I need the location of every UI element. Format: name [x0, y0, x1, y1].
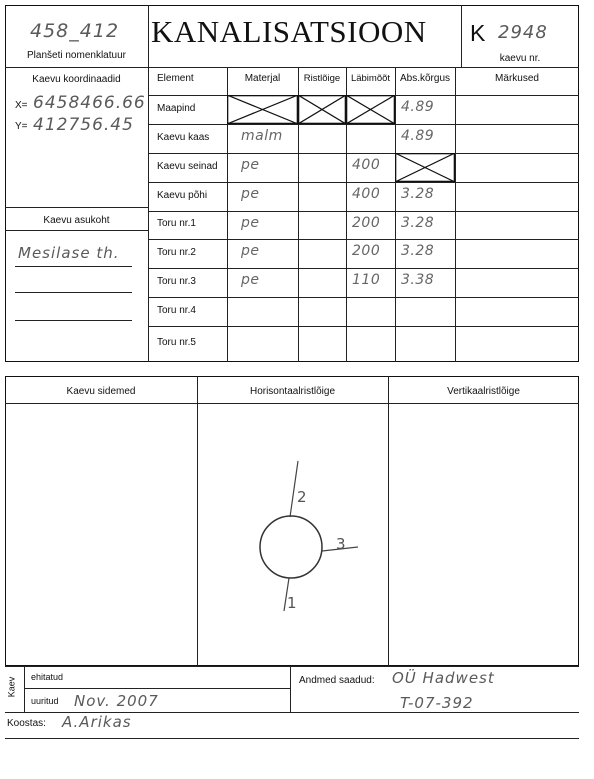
author-line: [5, 738, 579, 739]
surveyed-label: uuritud: [31, 696, 59, 706]
table-cell-material: pe: [241, 243, 260, 259]
nomenclature-value: 458_412: [30, 20, 120, 42]
table-cell-element: Kaevu põhi: [157, 190, 208, 201]
location-label: Kaevu asukoht: [43, 215, 110, 226]
table-cell-element: Toru nr.4: [157, 305, 196, 316]
footer-side-divider: [24, 666, 25, 712]
manhole-sketch: [198, 404, 388, 666]
table-cell-material: malm: [241, 128, 283, 144]
table-cell-element: Toru nr.1: [157, 218, 196, 229]
nomenclature-label: Planšeti nomenklatuur: [27, 50, 126, 61]
table-row-line: [148, 124, 579, 125]
table-col-line: [395, 67, 396, 362]
table-row-line: [148, 153, 579, 154]
table-cell-material: pe: [241, 272, 260, 288]
table-cell-element: Toru nr.5: [157, 337, 196, 348]
coordinates-label: Kaevu koordinaadid: [32, 74, 121, 85]
author-value: A.Arikas: [62, 713, 132, 731]
table-header-remarks: Märkused: [495, 73, 539, 84]
built-label: ehitatud: [31, 672, 64, 682]
pipe-label-2: 2: [297, 488, 307, 506]
crossed-cell-material: [227, 95, 298, 124]
table-cell-abs-height: 4.89: [401, 99, 435, 115]
pipe-label-3: 3: [336, 535, 346, 553]
table-cell-element: Kaevu seinad: [157, 161, 218, 172]
well-prefix: K: [470, 20, 486, 46]
table-header-element: Element: [157, 73, 194, 84]
table-row-line: [148, 297, 579, 298]
data-from-ref: T-07-392: [400, 694, 474, 712]
footer-row-line: [24, 688, 290, 689]
table-cell-material: pe: [241, 157, 260, 173]
table-row-line: [148, 268, 579, 269]
y-coord-label: Y=: [15, 121, 28, 132]
connections-header: Kaevu sidemed: [66, 386, 136, 397]
table-cell-element: Maapind: [157, 103, 196, 114]
table-cell-diameter: 400: [352, 186, 381, 202]
well-number-label: kaevu nr.: [499, 53, 541, 64]
data-from-label: Andmed saadud:: [299, 675, 375, 686]
table-cell-abs-height: 3.28: [401, 215, 435, 231]
table-cell-diameter: 200: [352, 215, 381, 231]
table-cell-material: pe: [241, 186, 260, 202]
table-cell-element: Toru nr.3: [157, 276, 196, 287]
diagram-divider-2: [388, 376, 389, 666]
data-from-value: OÜ Hadwest: [392, 669, 495, 687]
horizontal-section-header: Horisontaalristlõige: [249, 386, 336, 397]
x-coord-value: 6458466.66: [33, 93, 146, 113]
location-top-line: [5, 207, 148, 208]
well-number-value: 2948: [498, 22, 548, 43]
table-cell-abs-height: 3.28: [401, 243, 435, 259]
table-cell-element: Kaevu kaas: [157, 132, 210, 143]
page-title: KANALISATSIOON: [151, 14, 427, 49]
table-cell-abs-height: 4.89: [401, 128, 435, 144]
location-value: Mesilase th.: [18, 244, 120, 262]
table-row-line: [148, 326, 579, 327]
location-header-line: [5, 230, 148, 231]
footer-side-label: Kaev: [6, 676, 17, 698]
table-header-cross-section: Ristlõige: [303, 73, 341, 84]
table-col-line: [455, 67, 456, 362]
table-header-abs-height: Abs.kõrgus: [399, 73, 451, 84]
author-label: Koostas:: [7, 718, 46, 729]
table-cell-abs-height: 3.28: [401, 186, 435, 202]
footer-mid-divider: [290, 666, 291, 712]
surveyed-value: Nov. 2007: [74, 692, 159, 710]
elements-table: [148, 67, 579, 362]
crossed-cell-cross-section: [298, 95, 346, 124]
table-row-line: [148, 239, 579, 240]
table-cell-diameter: 200: [352, 243, 381, 259]
table-row-line: [148, 211, 579, 212]
pipe-label-1: 1: [287, 594, 297, 612]
table-row-line: [148, 182, 579, 183]
crossed-cell-abs-height: [395, 153, 455, 182]
table-cell-material: pe: [241, 215, 260, 231]
y-coord-value: 412756.45: [33, 115, 134, 135]
location-line-2: [15, 292, 132, 293]
table-header-diameter: Läbimõõt: [350, 73, 391, 84]
table-cell-diameter: 400: [352, 157, 381, 173]
crossed-cell-diameter: [346, 95, 395, 124]
table-cell-abs-height: 3.38: [401, 272, 435, 288]
footer-top-line: [5, 666, 579, 667]
x-coord-label: X=: [15, 100, 28, 111]
location-line-3: [15, 320, 132, 321]
manhole-circle: [260, 516, 322, 578]
vertical-section-header: Vertikaalristlõige: [447, 386, 520, 397]
location-line-1: [15, 266, 132, 267]
table-cell-diameter: 110: [352, 272, 381, 288]
table-header-material: Materjal: [244, 73, 281, 84]
table-cell-element: Toru nr.2: [157, 247, 196, 258]
